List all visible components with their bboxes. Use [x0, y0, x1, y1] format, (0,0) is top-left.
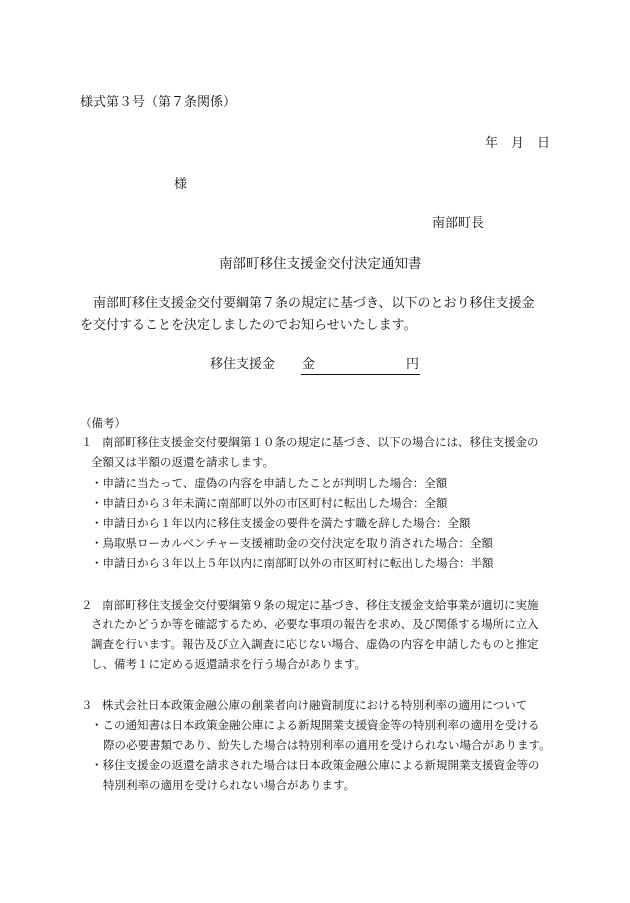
body-line-2: を交付することを決定しましたのでお知らせいたします。 — [80, 318, 417, 333]
date-line: 年 月 日 — [485, 136, 551, 151]
note-2-line-2: されたかどうか等を確認するため、必要な事項の報告を求め、及び関係する場所に立入 — [91, 617, 539, 631]
amount-label: 移住支援金 — [210, 357, 276, 372]
note-3-bullet-1-line-2: 際の必要書類であり、紛失した場合は特別利率の適用を受けられない場合があります。 — [103, 738, 551, 752]
note-3-bullet-2-line-2: 特別利率の適用を受けられない場合があります。 — [103, 778, 356, 792]
note-1-bullet: ・申請日から３年以上５年以内に南部町以外の市区町村に転出した場合：半額 — [91, 556, 494, 570]
note-1-line-1: 南部町移住支援金交付要綱第１０条の規定に基づき、以下の場合には、移住支援金の — [102, 435, 539, 449]
note-2-line-3: 調査を行います。報告及び立入調査に応じない場合、虚偽の内容を申請したものと推定 — [91, 637, 539, 651]
note-1-bullet: ・申請に当たって、虚偽の内容を申請したことが判明した場合：全額 — [91, 476, 448, 490]
note-1-number: １ — [81, 435, 93, 449]
notes-heading: （備考） — [80, 416, 126, 430]
issuer: 南部町長 — [432, 216, 485, 231]
note-3-bullet-2-line-1: ・移住支援金の返還を請求された場合は日本政策金融公庫による新規開業支援資金等の — [91, 758, 540, 772]
note-1-line-2: 全額又は半額の返還を請求します。 — [91, 455, 275, 469]
amount-prefix: 金 — [302, 357, 316, 372]
body-line-1: 南部町移住支援金交付要綱第７条の規定に基づき、以下のとおり移住支援金 — [93, 296, 535, 311]
note-3-bullet-1-line-1: ・この通知書は日本政策金融公庫による新規開業支援資金等の特別利率の適用を受ける — [91, 718, 540, 732]
note-3-line-1: 株式会社日本政策金融公庫の創業者向け融資制度における特別利率の適用について — [102, 698, 528, 712]
note-2-line-1: 南部町移住支援金交付要綱第９条の規定に基づき、移住支援金支給事業が適切に実施 — [102, 598, 539, 612]
document-title: 南部町移住支援金交付決定通知書 — [219, 256, 422, 272]
recipient-suffix: 様 — [174, 177, 188, 192]
note-2-line-4: し、備考１に定める返還請求を行う場合があります。 — [91, 657, 367, 671]
amount-underline — [301, 374, 420, 375]
amount-unit: 円 — [406, 357, 420, 372]
note-1-bullet: ・申請日から１年以内に移住支援金の要件を満たす職を辞した場合：全額 — [91, 516, 471, 530]
note-1-bullet: ・申請日から３年未満に南部町以外の市区町村に転出した場合：全額 — [91, 496, 448, 510]
note-3-number: ３ — [81, 698, 93, 712]
note-2-number: ２ — [81, 598, 93, 612]
note-1-bullet: ・鳥取県ローカルベンチャー支援補助金の交付決定を取り消された場合：全額 — [91, 536, 493, 550]
form-number: 様式第３号（第７条関係） — [80, 95, 237, 110]
